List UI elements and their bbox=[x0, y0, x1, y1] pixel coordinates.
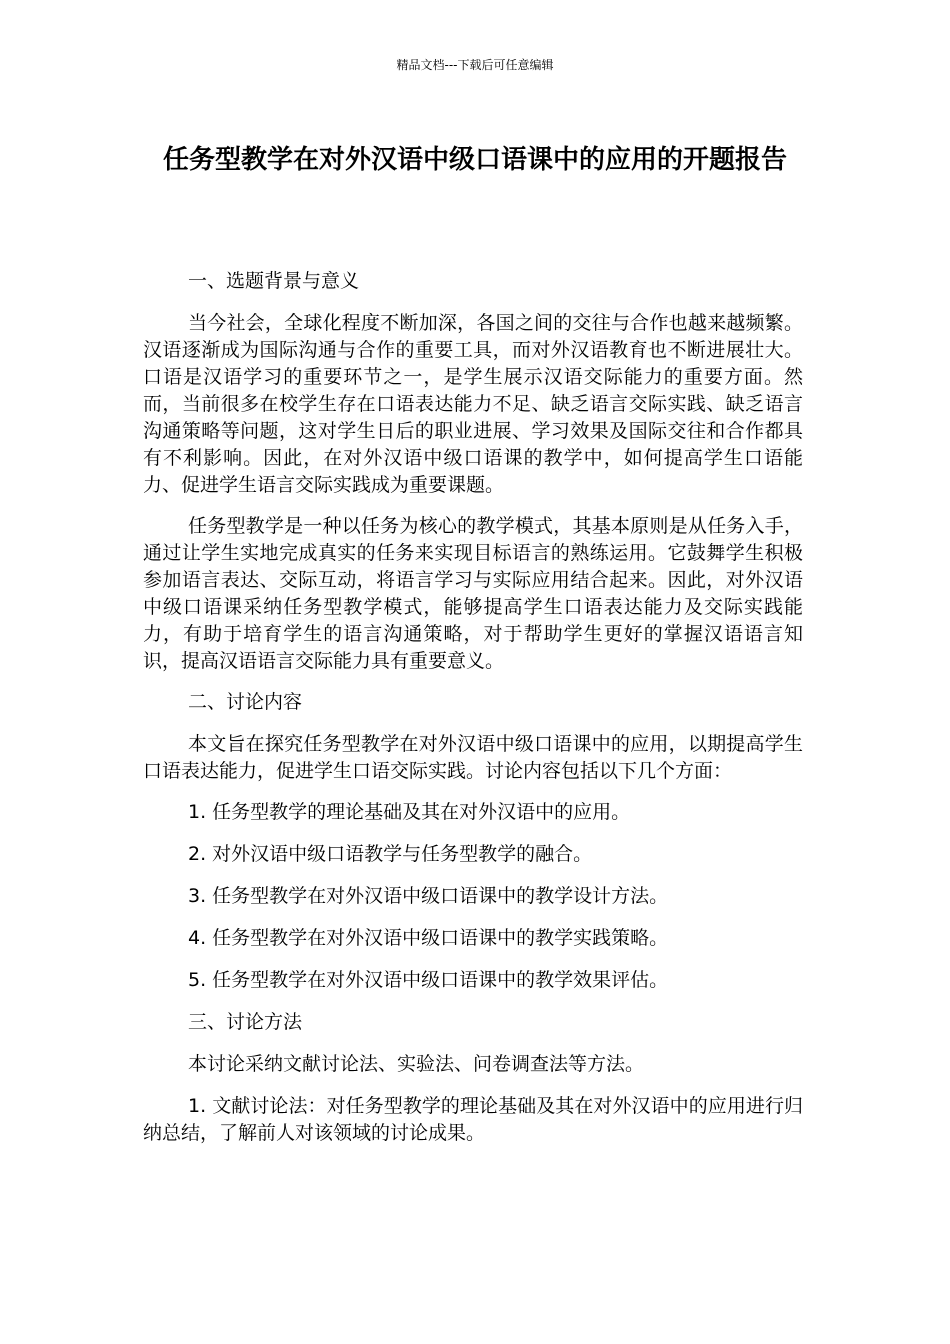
section-heading-method: 三、讨论方法 bbox=[188, 1011, 303, 1033]
list-item: 5. 任务型教学在对外汉语中级口语课中的教学效果评估。 bbox=[188, 969, 669, 991]
list-item: 3. 任务型教学在对外汉语中级口语课中的教学设计方法。 bbox=[188, 885, 669, 907]
section-heading-content: 二、讨论内容 bbox=[188, 691, 303, 713]
list-item: 4. 任务型教学在对外汉语中级口语课中的教学实践策略。 bbox=[188, 927, 669, 949]
page-header: 精品文档---下载后可任意编辑 bbox=[396, 58, 554, 72]
document-title: 任务型教学在对外汉语中级口语课中的应用的开题报告 bbox=[162, 145, 787, 175]
paragraph: 1. 文献讨论法：对任务型教学的理论基础及其在对外汉语中的应用进行归纳总结，了解前人对该领域的讨论成果。 bbox=[143, 1095, 803, 1144]
document-body bbox=[143, 268, 803, 1161]
list-item: 1. 任务型教学的理论基础及其在对外汉语中的应用。 bbox=[188, 801, 631, 823]
section-heading-background: 一、选题背景与意义 bbox=[188, 270, 360, 292]
paragraph: 本文旨在探究任务型教学在对外汉语中级口语课中的应用，以期提高学生口语表达能力，促进学生口语交际实践。讨论内容包括以下几个方面： bbox=[143, 733, 803, 782]
paragraph: 当今社会，全球化程度不断加深，各国之间的交往与合作也越来越频繁。汉语逐渐成为国际沟通与合作的重要工具，而对外汉语教育也不断进展壮大。口语是汉语学习的重要环节之一，是学生展示汉语交际能力的重要方面。然而，当前很多在校学生存在口语表达能力不足、缺乏语言交际实践、缺乏语言沟通策略等问题，这对学生日后的职业进展、学习效果及国际交往和合作都具有不利影响。因此，在对外汉语中级口语课的教学中，如何提高学生口语能力、促进学生语言交际实践成为重要课题。 bbox=[143, 312, 803, 496]
paragraph: 本讨论采纳文献讨论法、实验法、问卷调查法等方法。 bbox=[188, 1053, 645, 1075]
paragraph: 任务型教学是一种以任务为核心的教学模式，其基本原则是从任务入手，通过让学生实地完成真实的任务来实现目标语言的熟练运用。它鼓舞学生积极参加语言表达、交际互动，将语言学习与实际应用结合起来。因此，对外汉语中级口语课采纳任务型教学模式，能够提高学生口语表达能力及交际实践能力，有助于培育学生的语言沟通策略，对于帮助学生更好的掌握汉语语言知识，提高汉语语言交际能力具有重要意义。 bbox=[143, 515, 803, 672]
list-item: 2. 对外汉语中级口语教学与任务型教学的融合。 bbox=[188, 843, 593, 865]
